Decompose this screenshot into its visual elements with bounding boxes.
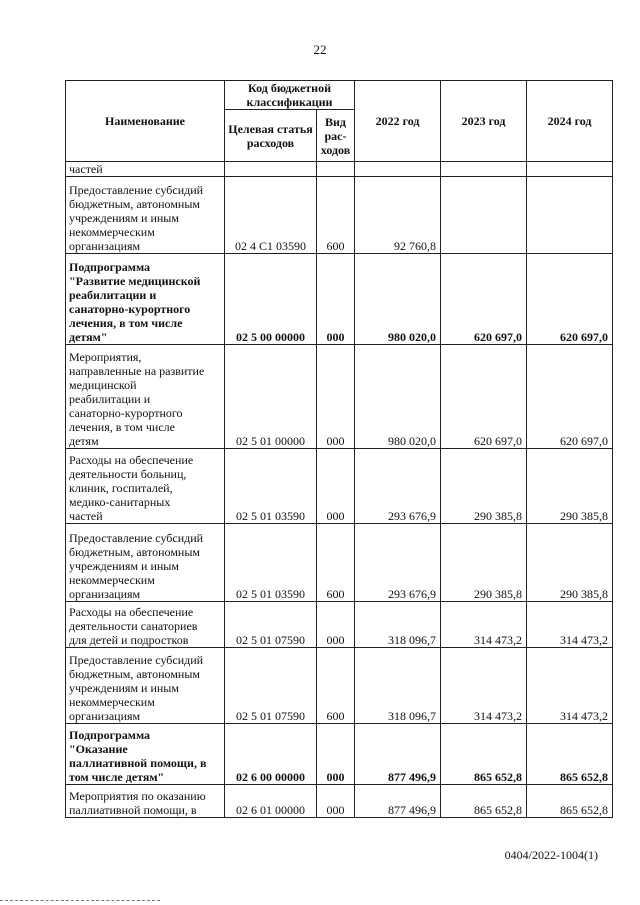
row-value-2022: 293 676,9: [355, 524, 441, 602]
row-name: Предоставление субсидий бюджетным, автономным учреждениям и иным некоммерческим организациям: [66, 524, 225, 602]
row-value-2022: 877 496,9: [355, 785, 441, 818]
header-expense-type: Вид рас-ходов: [317, 110, 355, 162]
header-row-top: [66, 81, 613, 110]
row-target-article: 02 5 00 00000: [225, 254, 317, 345]
header-kbk-group: Код бюджетной классификации: [225, 81, 355, 110]
row-name: Подпрограмма "Оказание паллиативной помощи, в том числе детям": [66, 724, 225, 785]
row-value-2022: 293 676,9: [355, 449, 441, 524]
row-value-2024: 865 652,8: [527, 724, 613, 785]
row-value-2023: [441, 162, 527, 177]
table-row: [66, 449, 613, 524]
row-expense-type: 000: [317, 785, 355, 818]
header-year-2022: 2022 год: [355, 81, 441, 162]
row-target-article: 02 5 01 07590: [225, 602, 317, 648]
row-name: Мероприятия по оказанию паллиативной помощи, в: [66, 785, 225, 818]
table-row-subprogram: [66, 724, 613, 785]
table-row: [66, 602, 613, 648]
row-name: Подпрограмма "Развитие медицинской реабилитации и санаторно-курортного лечения, в том числе детям": [66, 254, 225, 345]
row-expense-type: 600: [317, 524, 355, 602]
row-value-2024: 290 385,8: [527, 524, 613, 602]
row-value-2022: 980 020,0: [355, 345, 441, 449]
page-bottom-rule: [0, 900, 160, 901]
table-row-subprogram: [66, 254, 613, 345]
row-value-2024: 314 473,2: [527, 648, 613, 724]
row-value-2022: 318 096,7: [355, 602, 441, 648]
row-name: Мероприятия, направленные на развитие медицинской реабилитации и санаторно-курортного лечения, в том числе детям: [66, 345, 225, 449]
row-value-2022: 980 020,0: [355, 254, 441, 345]
row-expense-type: 000: [317, 345, 355, 449]
row-expense-type: [317, 162, 355, 177]
row-value-2023: 290 385,8: [441, 449, 527, 524]
row-value-2024: 620 697,0: [527, 345, 613, 449]
page-number: 22: [313, 42, 327, 57]
row-value-2024: 620 697,0: [527, 254, 613, 345]
row-value-2024: [527, 162, 613, 177]
row-value-2023: 290 385,8: [441, 524, 527, 602]
row-value-2023: 314 473,2: [441, 648, 527, 724]
row-value-2024: 290 385,8: [527, 449, 613, 524]
row-name: Расходы на обеспечение деятельности больниц, клиник, госпиталей, медико-санитарных частей: [66, 449, 225, 524]
row-value-2023: 620 697,0: [441, 345, 527, 449]
row-expense-type: 000: [317, 449, 355, 524]
budget-table: [65, 80, 613, 818]
row-target-article: 02 6 00 00000: [225, 724, 317, 785]
table-row: [66, 177, 613, 254]
row-target-article: 02 5 01 07590: [225, 648, 317, 724]
header-target-article: Целевая статья расходов: [225, 110, 317, 162]
row-name: Предоставление субсидий бюджетным, автономным учреждениям и иным некоммерческим организациям: [66, 177, 225, 254]
row-value-2024: 314 473,2: [527, 602, 613, 648]
table-row: [66, 524, 613, 602]
document-code: 0404/2022-1004(1): [504, 848, 598, 862]
row-value-2023: 865 652,8: [441, 724, 527, 785]
row-expense-type: 000: [317, 724, 355, 785]
row-target-article: 02 5 01 03590: [225, 449, 317, 524]
row-target-article: 02 5 01 00000: [225, 345, 317, 449]
row-target-article: 02 5 01 03590: [225, 524, 317, 602]
row-target-article: 02 4 C1 03590: [225, 177, 317, 254]
row-target-article: [225, 162, 317, 177]
row-value-2023: [441, 177, 527, 254]
row-value-2022: [355, 162, 441, 177]
header-year-2023: 2023 год: [441, 81, 527, 162]
table-row: [66, 785, 613, 818]
row-expense-type: 600: [317, 177, 355, 254]
row-name: частей: [66, 162, 225, 177]
header-year-2024: 2024 год: [527, 81, 613, 162]
row-name: Предоставление субсидий бюджетным, автономным учреждениям и иным некоммерческим организациям: [66, 648, 225, 724]
row-expense-type: 000: [317, 254, 355, 345]
row-value-2023: 865 652,8: [441, 785, 527, 818]
row-value-2023: 620 697,0: [441, 254, 527, 345]
table-row: [66, 648, 613, 724]
row-expense-type: 600: [317, 648, 355, 724]
row-value-2023: 314 473,2: [441, 602, 527, 648]
row-value-2024: 865 652,8: [527, 785, 613, 818]
header-name: Наименование: [66, 81, 225, 162]
table-row: [66, 345, 613, 449]
row-name: Расходы на обеспечение деятельности санаториев для детей и подростков: [66, 602, 225, 648]
table-row: [66, 162, 613, 177]
row-value-2022: 318 096,7: [355, 648, 441, 724]
row-value-2024: [527, 177, 613, 254]
row-target-article: 02 6 01 00000: [225, 785, 317, 818]
row-value-2022: 92 760,8: [355, 177, 441, 254]
row-value-2022: 877 496,9: [355, 724, 441, 785]
row-expense-type: 000: [317, 602, 355, 648]
